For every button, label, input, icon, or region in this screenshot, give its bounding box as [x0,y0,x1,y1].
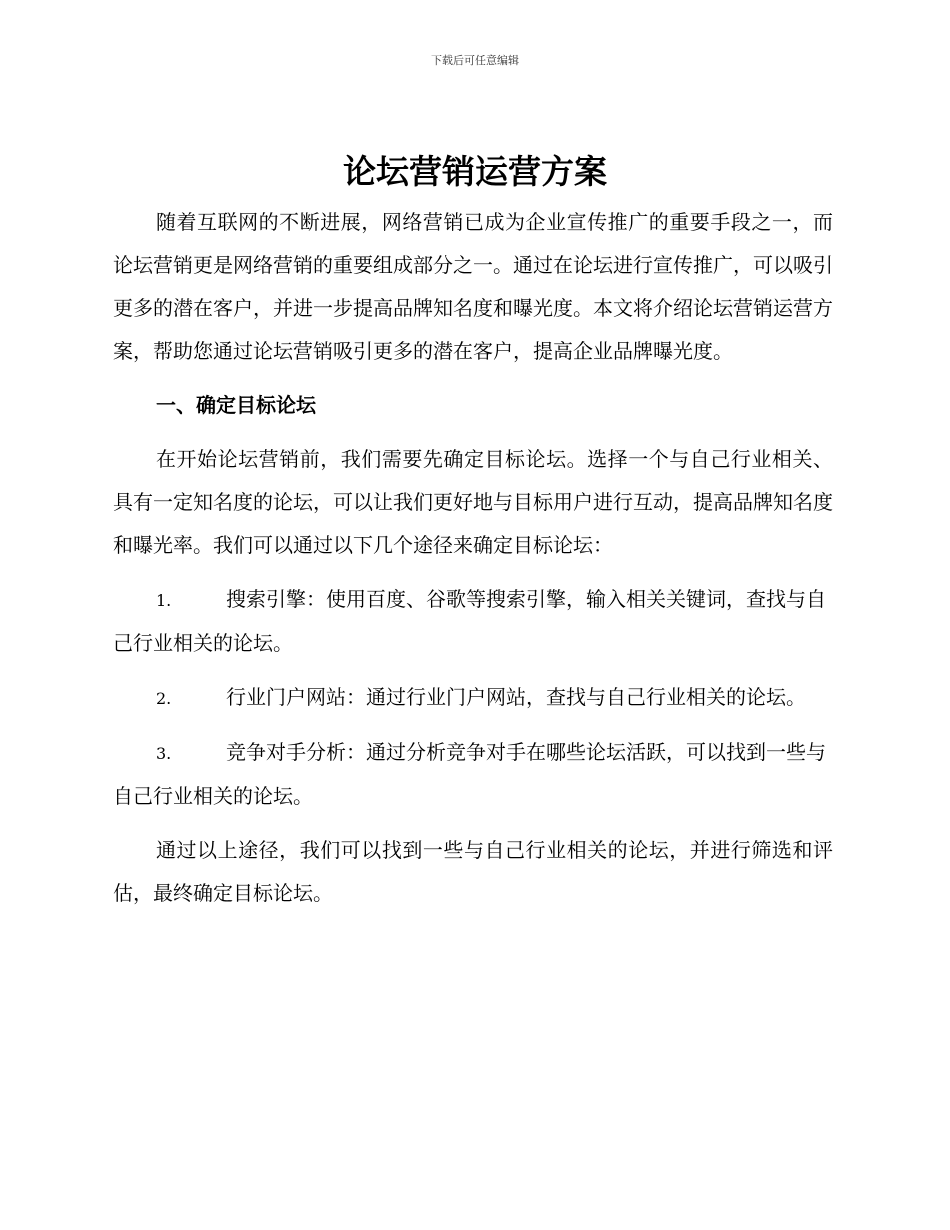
list-item [113,731,833,818]
section-heading: 一、确定目标论坛 [156,393,316,417]
list-item-number: 3. [156,744,172,763]
list-item-number: 2. [156,689,172,708]
list-item [113,578,833,665]
document-body [113,201,833,915]
list-item-text: 竞争对手分析：通过分析竞争对手在哪些论坛活跃，可以找到一些与自己行业相关的论坛。 [113,740,826,808]
list-item-text: 行业门户网站：通过行业门户网站，查找与自己行业相关的论坛。 [226,685,806,709]
list-item-text: 搜索引擎：使用百度、谷歌等搜索引擎，输入相关关键词，查找与自己行业相关的论坛。 [113,587,826,655]
page-header: 下载后可任意编辑 [431,54,519,67]
conclusion-paragraph: 通过以上途径，我们可以找到一些与自己行业相关的论坛，并进行筛选和评估，最终确定目标论坛。 [113,838,833,905]
intro-paragraph: 随着互联网的不断进展，网络营销已成为企业宣传推广的重要手段之一，而论坛营销更是网络营销的重要组成部分之一。通过在论坛进行宣传推广，可以吸引更多的潜在客户，并进一步提高品牌知名度和曝光度。本文将介绍论坛营销运营方案，帮助您通过论坛营销吸引更多的潜在客户，提高企业品牌曝光度。 [113,210,833,363]
document-title: 论坛营销运营方案 [343,152,607,191]
section-lead-paragraph: 在开始论坛营销前，我们需要先确定目标论坛。选择一个与自己行业相关、具有一定知名度的论坛，可以让我们更好地与目标用户进行互动，提高品牌知名度和曝光率。我们可以通过以下几个途径来确定目标论坛： [113,447,833,557]
list-item [113,676,833,720]
list-item-number: 1. [156,591,172,610]
